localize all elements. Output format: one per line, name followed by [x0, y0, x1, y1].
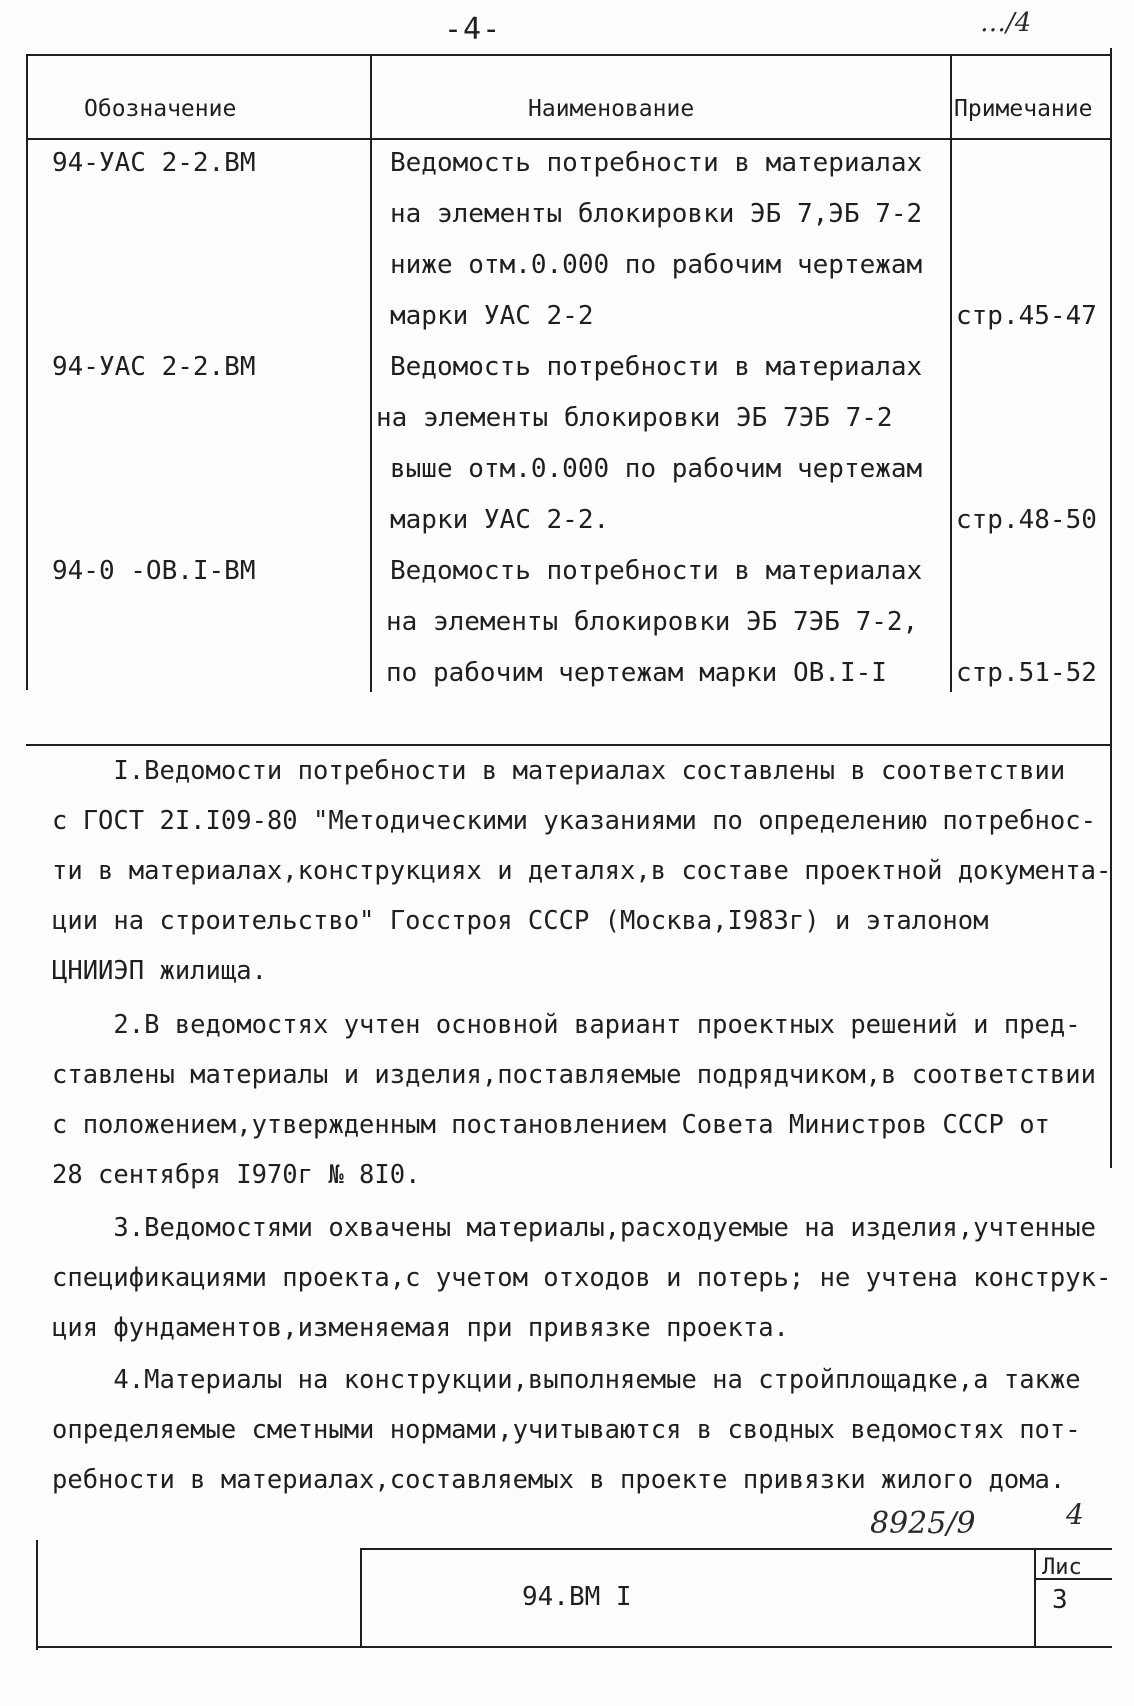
note-3-line-1: 3.Ведомостями охвачены материалы,расходуемые на изделия,учтенные [52, 1213, 1096, 1243]
note-1-line-2: с ГОСТ 2I.I09-80 "Методическими указаниями по определению потребнос- [52, 806, 1096, 836]
note-2-line-4: 28 сентября I970г № 8I0. [52, 1160, 421, 1190]
note-3-line-3: ция фундаментов,изменяемая при привязке проекта. [52, 1313, 789, 1343]
note-1-line-4: ции на строительство" Госстроя СССР (Москва,I983г) и эталоном [52, 906, 989, 936]
row-3-name-line-1: Ведомость потребности в материалах [390, 556, 923, 586]
note-1-line-1: I.Ведомости потребности в материалах составлены в соответствии [52, 756, 1066, 786]
note-2-line-2: ставлены материалы и изделия,поставляемые подрядчиком,в соответствии [52, 1060, 1096, 1090]
stamp-top-border [360, 1548, 1112, 1550]
header-designation: Обозначение [84, 96, 237, 122]
row-3-name-line-2: на элементы блокировки ЭБ 7ЭБ 7-2, [386, 607, 919, 637]
stamp-left-border [360, 1548, 362, 1648]
handwritten-sheet: 4 [1066, 1498, 1084, 1531]
row-3-designation: 94-0 -ОВ.I-ВМ [52, 556, 256, 586]
row-1-note: стр.45-47 [956, 301, 1097, 331]
stamp-sheet-number: 3 [1052, 1585, 1068, 1615]
row-2-name-line-4: марки УАС 2-2. [390, 505, 610, 535]
table-left-border [26, 54, 28, 690]
stamp-sheet-divider [1034, 1548, 1036, 1648]
row-2-name-line-1: Ведомость потребности в материалах [390, 352, 923, 382]
page-number: -4- [444, 12, 502, 47]
corner-handwritten-mark: …/4 [980, 8, 1032, 38]
stamp-sheet-label: Лис [1042, 1555, 1082, 1580]
row-3-note: стр.51-52 [956, 658, 1097, 688]
note-1-line-5: ЦНИИЭП жилища. [52, 956, 267, 986]
table-column-divider-2 [950, 54, 952, 692]
row-2-name-line-2: на элементы блокировки ЭБ 7ЭБ 7-2 [376, 403, 893, 433]
note-2-line-1: 2.В ведомостях учтен основной вариант проектных решений и пред- [52, 1010, 1081, 1040]
note-4-line-3: ребности в материалах,составляемых в проекте привязки жилого дома. [52, 1465, 1066, 1495]
note-4-line-2: определяемые сметными нормами,учитываются в сводных ведомостях пот- [52, 1415, 1081, 1445]
header-name: Наименование [528, 96, 695, 122]
row-2-designation: 94-УАС 2-2.ВМ [52, 352, 256, 382]
table-column-divider-1 [370, 54, 372, 692]
note-4-line-1: 4.Материалы на конструкции,выполняемые на стройплощадке,а также [52, 1365, 1081, 1395]
row-1-designation: 94-УАС 2-2.ВМ [52, 148, 256, 178]
row-2-note: стр.48-50 [956, 505, 1097, 535]
row-1-name-line-1: Ведомость потребности в материалах [390, 148, 923, 178]
handwritten-number: 8925/9 [870, 1506, 976, 1541]
row-1-name-line-4: марки УАС 2-2 [390, 301, 594, 331]
note-1-line-3: ти в материалах,конструкциях и деталях,в составе проектной документа- [52, 856, 1112, 886]
row-1-name-line-3: ниже отм.0.000 по рабочим чертежам [390, 250, 923, 280]
row-3-name-line-3: по рабочим чертежам марки ОВ.I-I [386, 658, 887, 688]
header-note: Примечание [954, 96, 1093, 122]
page-left-edge-mark [36, 1540, 38, 1650]
note-3 [52, 1203, 1112, 1353]
note-3-line-2: спецификациями проекта,с учетом отходов и потерь; не учтена конструк- [52, 1263, 1112, 1293]
row-1-name-line-2: на элементы блокировки ЭБ 7,ЭБ 7-2 [390, 199, 923, 229]
note-4 [52, 1355, 1112, 1505]
page-bottom-rule [36, 1646, 1112, 1648]
note-1 [52, 746, 1112, 996]
note-2-line-3: с положением,утвержденным постановлением Совета Министров СССР от [52, 1110, 1050, 1140]
row-2-name-line-3: выше отм.0.000 по рабочим чертежам [390, 454, 923, 484]
stamp-document-code: 94.ВМ I [522, 1582, 632, 1612]
note-2 [52, 1000, 1112, 1200]
